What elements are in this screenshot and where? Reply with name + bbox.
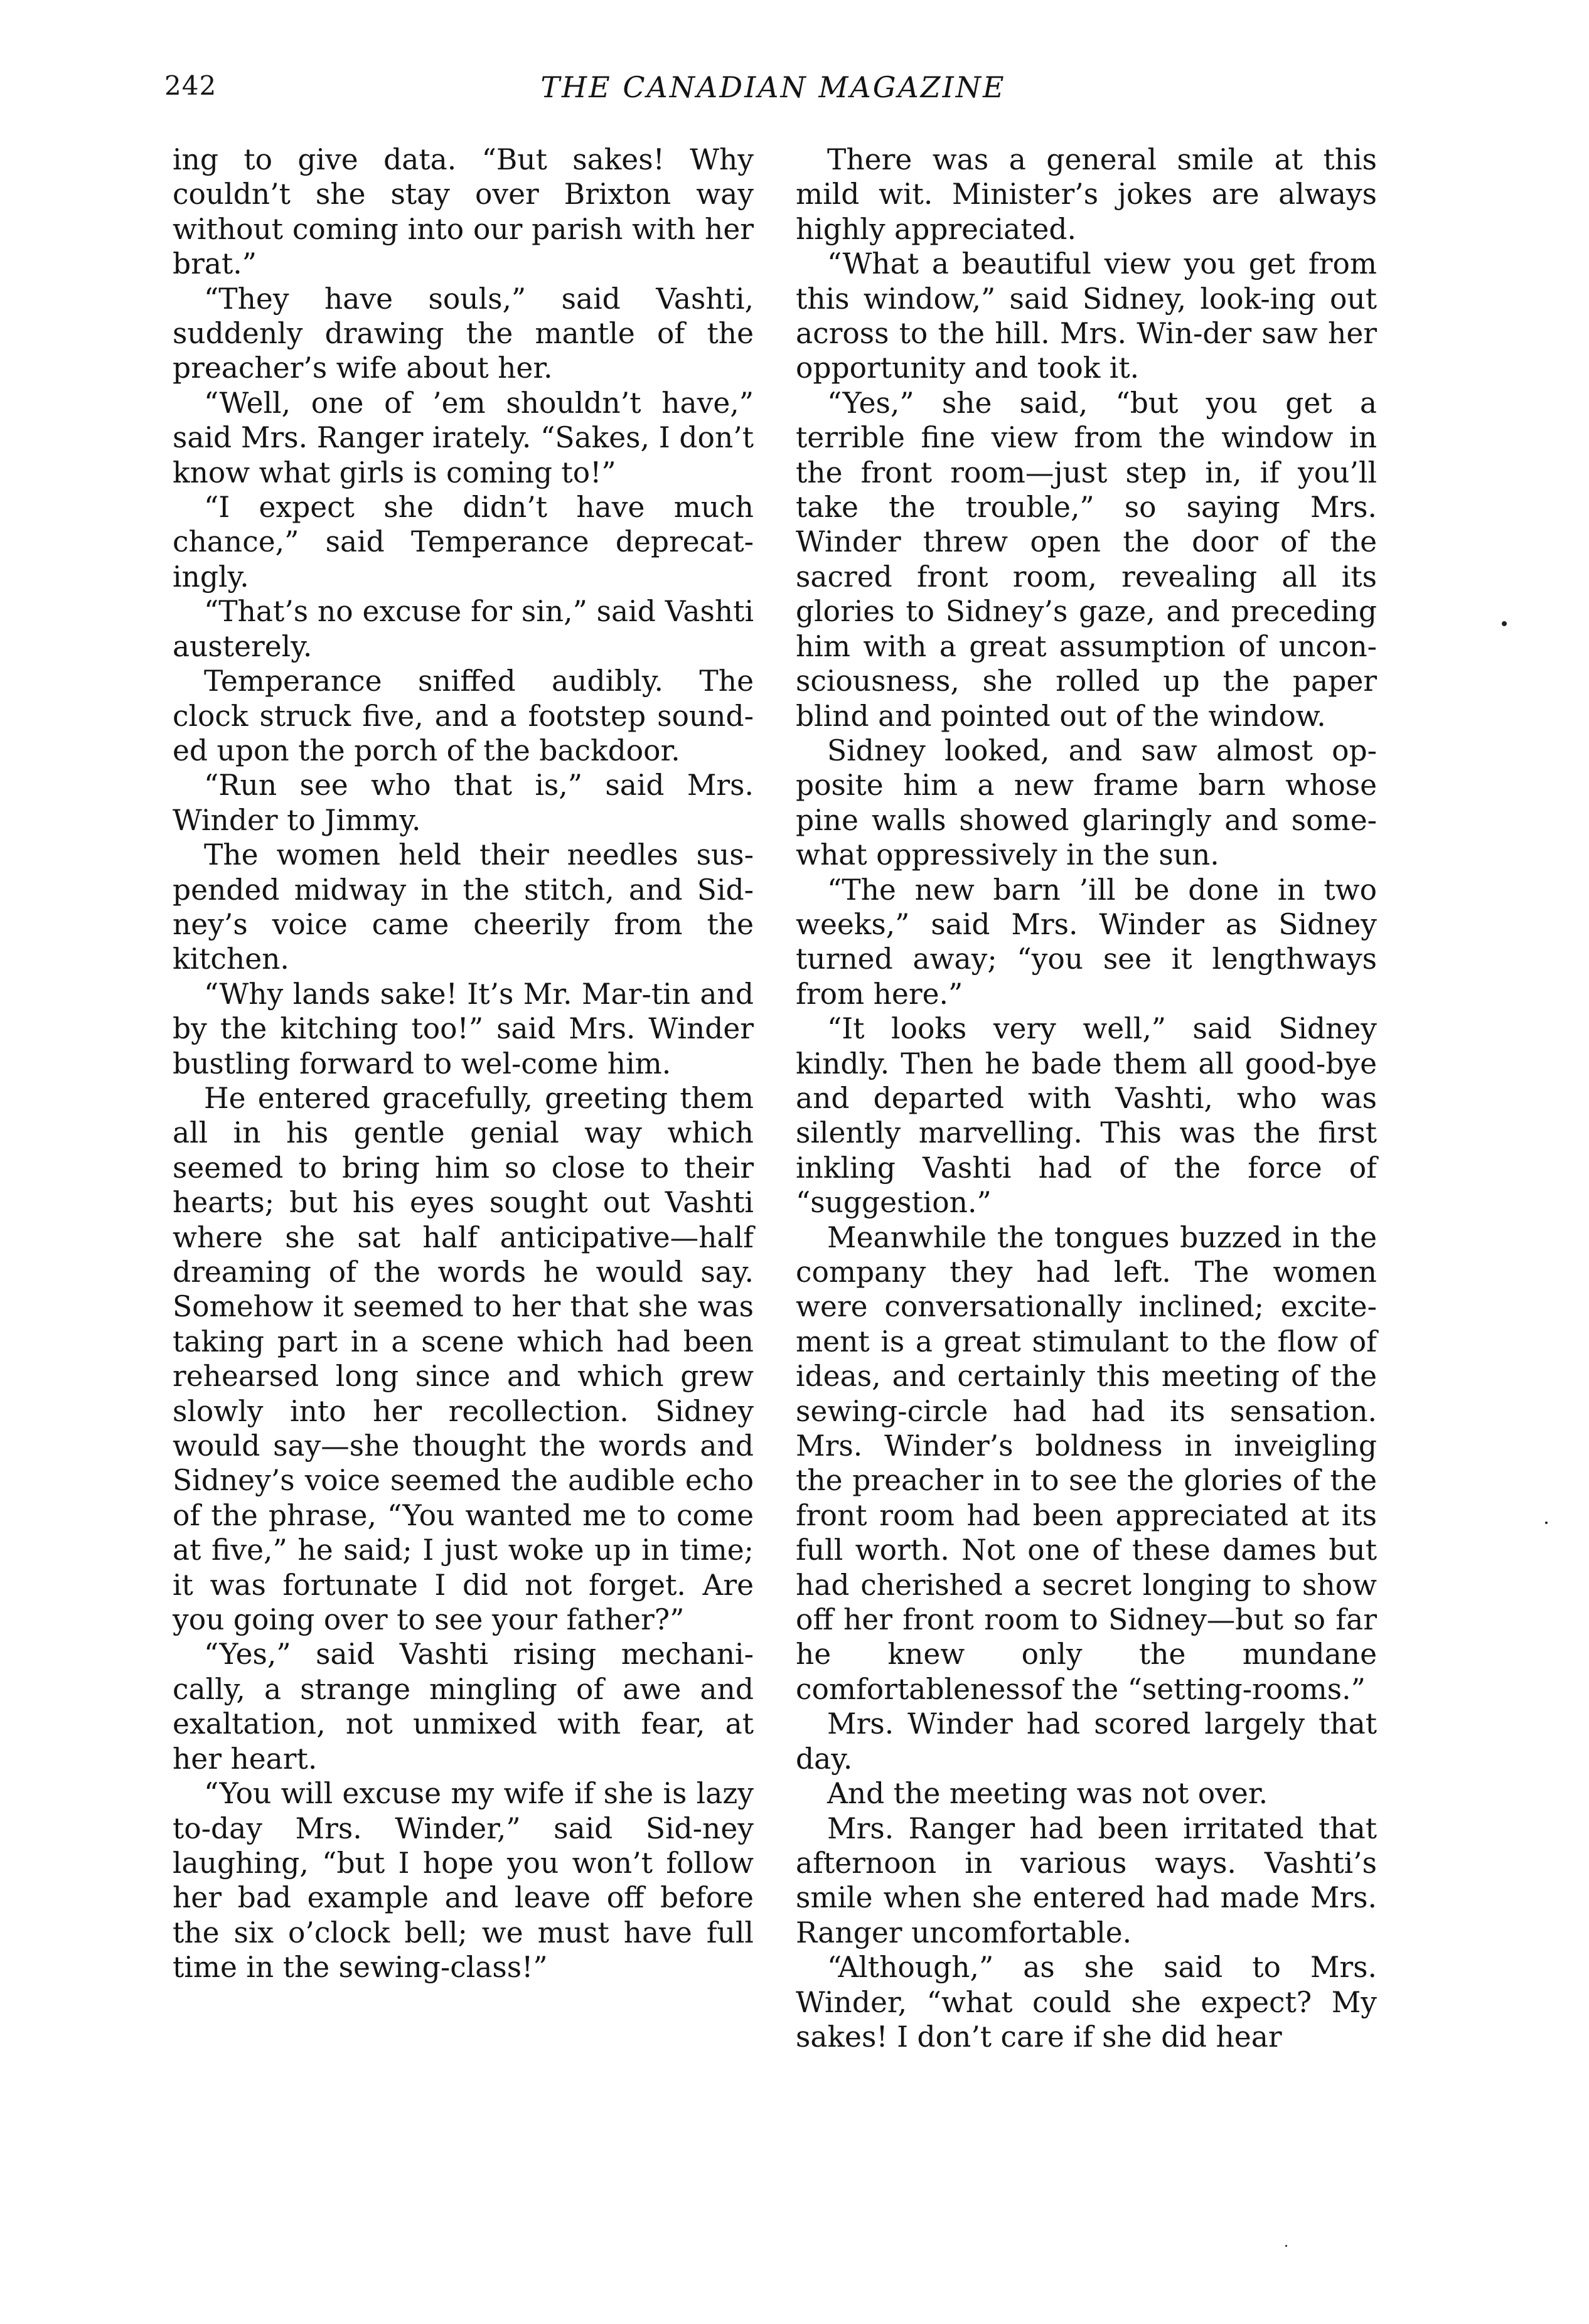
paragraph: He entered gracefully, greeting them all in his gentle genial way which seemed to bring him so close to their hearts; but his eyes sought out Vashti where she sat half anticipative—half dreaming of the words he would say. Somehow it seemed to her that she was taking part in a scene which had been rehearsed long since and which grew slowly into her recollection. Sidney would say—she thought the words and Sidney’s voice seemed the audible echo of the phrase, “You wanted me to come at five,” he said; I just woke up in time; it was fortunate I did not forget. Are you going over to see your father?” bbox=[173, 1081, 754, 1637]
paragraph: Mrs. Ranger had been irritated that afternoon in various ways. Vashti’s smile when she entered had made Mrs. Ranger uncomfortable. bbox=[796, 1811, 1377, 1949]
paragraph: “Yes,” she said, “but you get a terrible fine view from the window in the front room—just step in, if you’ll take the trouble,” so saying Mrs. Winder threw open the door of the sacred front room, revealing all its glories to Sidney’s gaze, and preceding him with a great assumption of uncon-sciousness, she rolled up the paper blind and pointed out of the window. bbox=[796, 386, 1377, 733]
paragraph: Mrs. Winder had scored largely that day. bbox=[796, 1707, 1377, 1776]
paragraph: “They have souls,” said Vashti, suddenly drawing the mantle of the preacher’s wife about her. bbox=[173, 282, 754, 385]
paragraph: There was a general smile at this mild wit. Minister’s jokes are always highly appreciated. bbox=[796, 143, 1377, 246]
print-speck bbox=[1285, 2245, 1287, 2247]
paragraph: “What a beautiful view you get from this window,” said Sidney, look-ing out across to the hill. Mrs. Win-der saw her opportunity and took it. bbox=[796, 247, 1377, 385]
paragraph: “Why lands sake! It’s Mr. Mar-tin and by the kitching too!” said Mrs. Winder bustling forward to wel-come him. bbox=[173, 977, 754, 1080]
paragraph: “You will excuse my wife if she is lazy to-day Mrs. Winder,” said Sid-ney laughing, “but I hope you won’t follow her bad example and leave off before the six o’clock bell; we must have full time in the sewing-class!” bbox=[173, 1777, 754, 1985]
paragraph: “Although,” as she said to Mrs. Winder, “what could she expect? My sakes! I don’t care if she did hear bbox=[796, 1951, 1377, 2054]
paragraph: “It looks very well,” said Sidney kindly. Then he bade them all good-bye and departed with Vashti, who was silently marvelling. This was the first inkling Vashti had of the force of “suggestion.” bbox=[796, 1012, 1377, 1220]
paragraph: “The new barn ’ill be done in two weeks,” said Mrs. Winder as Sidney turned away; “you see it lengthways from here.” bbox=[796, 873, 1377, 1011]
paragraph: Sidney looked, and saw almost op-posite him a new frame barn whose pine walls showed glaringly and some-what oppressively in the sun. bbox=[796, 733, 1377, 872]
running-head: THE CANADIAN MAGAZINE bbox=[540, 70, 1006, 104]
right-column bbox=[796, 142, 1377, 2054]
paragraph: Temperance sniffed audibly. The clock struck five, and a footstep sound-ed upon the porch of the backdoor. bbox=[173, 664, 754, 767]
paragraph: ing to give data. “But sakes! Why couldn’t she stay over Brixton way without coming into our parish with her brat.” bbox=[173, 143, 754, 281]
left-column bbox=[173, 142, 754, 1985]
paragraph: “That’s no excuse for sin,” said Vashti austerely. bbox=[173, 595, 754, 663]
paragraph: And the meeting was not over. bbox=[827, 1777, 1268, 1811]
page-number: 242 bbox=[164, 70, 217, 101]
paragraph: “I expect she didn’t have much chance,” said Temperance deprecat-ingly. bbox=[173, 491, 754, 594]
paragraph: “Well, one of ’em shouldn’t have,” said Mrs. Ranger irately. “Sakes, I don’t know what girls is coming to!” bbox=[173, 386, 754, 489]
paragraph: “Yes,” said Vashti rising mechani-cally, a strange mingling of awe and exaltation, not unmixed with fear, at her heart. bbox=[173, 1638, 754, 1776]
paragraph: “Run see who that is,” said Mrs. Winder to Jimmy. bbox=[173, 769, 754, 837]
paragraph: The women held their needles sus-pended midway in the stitch, and Sid-ney’s voice came cheerily from the kitchen. bbox=[173, 838, 754, 976]
page-header bbox=[164, 70, 1394, 114]
paragraph: Meanwhile the tongues buzzed in the company they had left. The women were conversationally inclined; excite-ment is a great stimulant to the flow of ideas, and certainly this meeting of the sewing-circle had had its sensation. Mrs. Winder’s boldness in inveigling the preacher in to see the glories of the front room had been appreciated at its full worth. Not one of these dames but had cherished a secret longing to show off her front room to Sidney—but so far he knew only the mundane comfortablenessof the “setting-rooms.” bbox=[796, 1220, 1377, 1706]
print-speck bbox=[1502, 621, 1507, 626]
print-speck bbox=[1545, 1522, 1548, 1524]
